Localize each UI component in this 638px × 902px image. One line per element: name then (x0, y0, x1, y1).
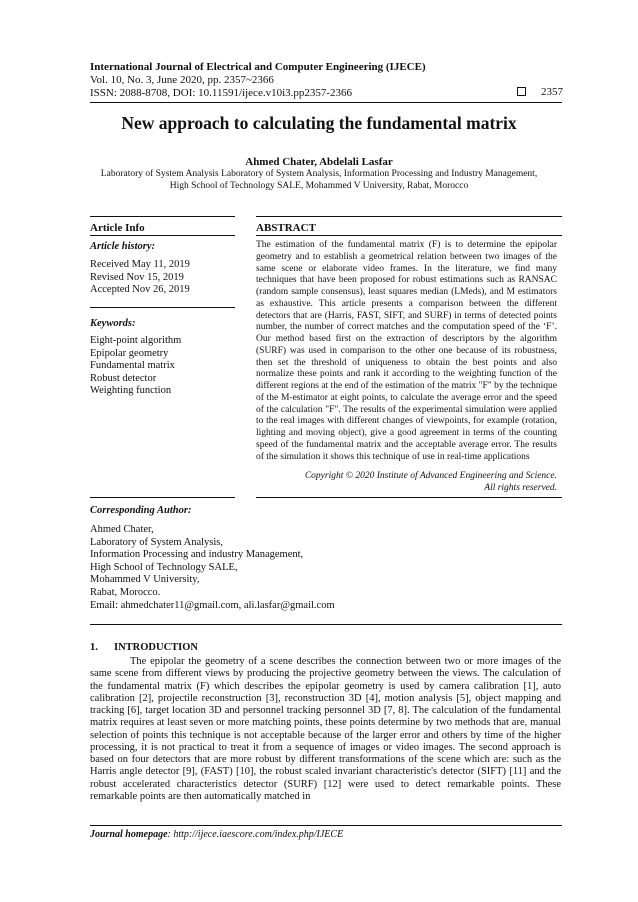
keyword: Epipolar geometry (90, 347, 169, 359)
page-box-icon (517, 87, 526, 96)
keyword: Weighting function (90, 385, 172, 397)
corresponding-bottom-rule (90, 624, 562, 625)
copyright-line-2: All rights reserved. (484, 483, 557, 493)
info-bottom-rule (90, 497, 235, 498)
header-rule (90, 102, 562, 103)
corresponding-line: Ahmed Chater, (90, 524, 154, 535)
corresponding-author (90, 524, 335, 612)
volume-line: Vol. 10, No. 3, June 2020, pp. 2357~2366 (90, 74, 274, 86)
corresponding-line: Rabat, Morocco. (90, 586, 161, 598)
affiliation-line-2: High School of Technology SALE, Mohammed V University, Rabat, Morocco (169, 181, 469, 191)
info-under-rule (90, 235, 235, 236)
copyright (256, 470, 557, 494)
affiliation (84, 168, 554, 192)
keyword: Fundamental matrix (90, 360, 175, 372)
page-number: 2357 (541, 86, 563, 98)
footer-rule (90, 825, 562, 826)
revised-date: Revised Nov 15, 2019 (90, 271, 184, 283)
abstract-text: The estimation of the fundamental matrix (F) is to determine the epipolar geometry and to establish a geometrical relation between two images of the same scene or elaborate video frames. In the literature, we find many techniques that have been proposed for robust estimations such as RANSAC (random sample consensus), least squares median (LMeds), and M estimators as exhaustive. This article presents a comparison between the different detectors that are (Harris, FAST, SIFT, and SURF) in terms of detected points number, the number of correct matches and the computation speed of the ‘F’. Our method based first on the extraction of descriptors by the algorithm (SURF) was used in comparison to the other one because of its robustness, then set the threshold of uniqueness to obtain the best points and also normalize these points and rank it according to the weighting function of the different regions at the end of the estimation of the matrix "F" by the technique of the M-estimator at eight points, to calculate the average error and the speed of the calculation "F". The results of the experimental simulation were applied to the real images with different changes of viewpoints, for example (rotation, lighting and moving object), give a good agreement in terms of the counting speed of the fundamental matrix and the acceptable average error. The results of the simulation it shows this technique of use in real-time applications (256, 240, 557, 462)
article-history-label: Article history: (90, 241, 156, 252)
abstract-top-rule (256, 216, 562, 217)
homepage-label: Journal homepage (90, 829, 168, 840)
homepage-url: : http://ijece.iaescore.com/index.php/IJECE (167, 829, 344, 840)
keyword: Robust detector (90, 372, 157, 384)
abstract-under-rule (256, 235, 562, 236)
introduction-text (90, 656, 561, 803)
keywords-list (90, 335, 181, 398)
keyword: Eight-point algorithm (90, 335, 182, 346)
history-rule (90, 307, 235, 308)
article-history (90, 259, 190, 297)
copyright-line-1: Copyright © 2020 Institute of Advanced Engineering and Science. (304, 471, 557, 481)
section-number: 1. (90, 642, 98, 653)
journal-name: International Journal of Electrical and Computer Engineering (IJECE) (90, 61, 426, 73)
section-title: INTRODUCTION (114, 642, 199, 653)
issn-line: ISSN: 2088-8708, DOI: 10.11591/ijece.v10i3.pp2357-2366 (90, 87, 353, 99)
abstract-heading: ABSTRACT (256, 222, 316, 234)
corresponding-line: Laboratory of System Analysis, (90, 536, 223, 548)
journal-homepage (90, 829, 343, 840)
introduction-paragraph: The epipolar the geometry of a scene describes the connection between two or more images of the same scene from different views by producing the projective geometry between the views. The calculation of the fundamental matrix (F) which describes the epipolar geometry is used by camera calibration [1], auto calibration [2], projectile reconstruction [3], reconstruction 3D [4], motion analysis [5], object mapping and tracking [6], target location 3D and personnel tracking personnel 3D [7, 8]. The calculation of the fundamental matrix requires at least seven or more matching points, these points determine by two methods that are, manual selection of points this technique is not acceptable because of the larger error and others by time of the higher processing, it is not practical to treat it from a sequence of images or video images. The second approach is based on four detectors that are more robust by different transformations of the scene which are: such as the Harris angle detector [9], (FAST) [10], the robust scaled invariant characteristic's detector (SIFT) [11] and the robust accelerated characteristics detector (SURF) [12] were used to detect remarkable points. These remarkable points are then automatically matched in (90, 656, 561, 802)
keywords-label: Keywords: (90, 318, 136, 329)
corresponding-email: Email: ahmedchater11@gmail.com, ali.lasfar@gmail.com (90, 599, 335, 611)
paper-title: New approach to calculating the fundamental matrix (121, 113, 517, 133)
corresponding-author-label: Corresponding Author: (90, 505, 192, 516)
affiliation-line-1: Laboratory of System Analysis Laboratory of System Analysis, Information Processing and Industry Management, (100, 169, 538, 179)
accepted-date: Accepted Nov 26, 2019 (90, 284, 190, 296)
corresponding-line: High School of Technology SALE, (90, 561, 238, 573)
corresponding-line: Information Processing and industry Management, (90, 549, 304, 561)
authors: Ahmed Chater, Abdelali Lasfar (245, 156, 393, 168)
article-info-heading: Article Info (90, 222, 145, 234)
received-date: Received May 11, 2019 (90, 259, 190, 270)
section-heading (90, 642, 198, 653)
corresponding-line: Mohammed V University, (90, 574, 200, 586)
abstract-bottom-rule (256, 497, 562, 498)
info-top-rule (90, 216, 235, 217)
